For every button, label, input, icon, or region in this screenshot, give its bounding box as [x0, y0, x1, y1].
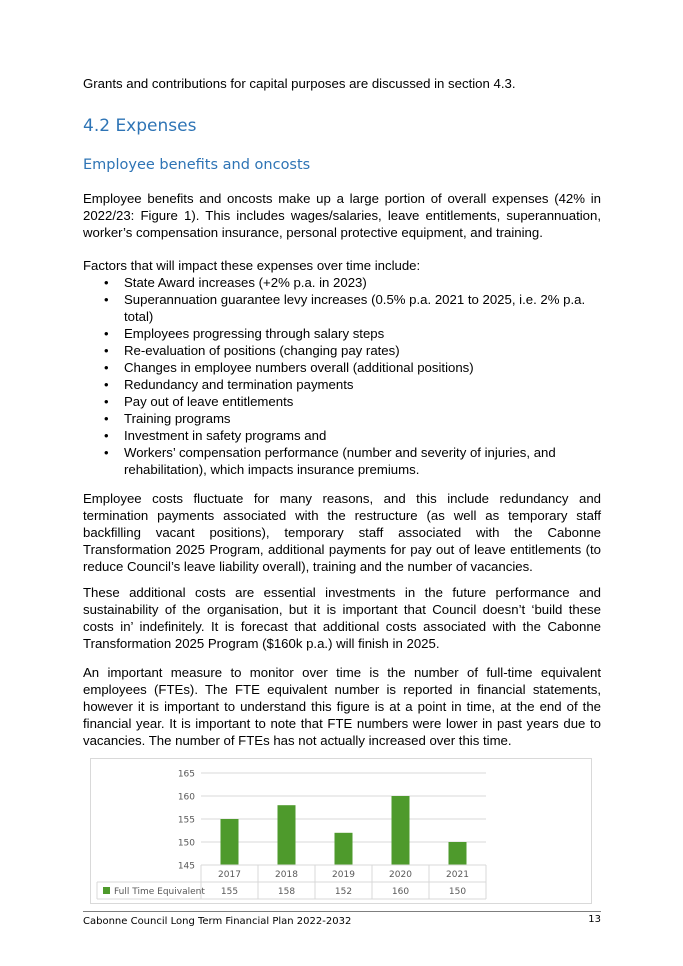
- bullet-icon: •: [104, 428, 109, 443]
- data-label: 158: [277, 887, 296, 897]
- paragraph-employee-benefits: Employee benefits and oncosts make up a large portion of overall expenses (42% in 2022/23: Figure 1). This includes wages/salaries, leave entitlements, superannuation, worker’s compensation insurance, personal protective equipment, and training.: [83, 191, 601, 240]
- x-tick-label: 2020: [389, 870, 412, 880]
- bar-2021: [449, 842, 467, 865]
- y-tick-label: 155: [177, 815, 195, 826]
- list-item: • Changes in employee numbers overall (additional positions): [104, 360, 474, 375]
- data-label: 150: [448, 887, 467, 897]
- list-item: • Superannuation guarantee levy increases (0.5% p.a. 2021 to 2025, i.e. 2% p.a. total): [104, 292, 586, 324]
- data-label: 152: [334, 887, 353, 897]
- y-tick-label: 165: [177, 769, 195, 780]
- bullet-icon: •: [104, 394, 109, 409]
- bar-2019: [335, 833, 353, 865]
- bullet-icon: •: [104, 343, 109, 358]
- bullet-icon: •: [104, 411, 109, 426]
- bar-2018: [278, 805, 296, 865]
- bar-2020: [392, 796, 410, 865]
- data-label: 155: [220, 887, 239, 897]
- footer-title: Cabonne Council Long Term Financial Plan 2022-2032: [83, 916, 352, 927]
- list-item: • State Award increases (+2% p.a. in 2023): [104, 275, 367, 290]
- x-tick-label: 2019: [332, 870, 355, 880]
- list-item: • Training programs: [104, 411, 231, 426]
- x-tick-label: 2021: [446, 870, 469, 880]
- bar-2017: [221, 819, 239, 865]
- list-item: • Re-evaluation of positions (changing pay rates): [104, 343, 400, 358]
- list-item: • Redundancy and termination payments: [104, 377, 354, 392]
- legend-label: Full Time Equivalent: [114, 887, 205, 897]
- data-label: 160: [391, 887, 410, 897]
- list-item: • Pay out of leave entitlements: [104, 394, 294, 409]
- list-item: • Workers’ compensation performance (number and severity of injuries, and rehabilitation), which impacts insurance premiums.: [104, 445, 556, 477]
- x-tick-label: 2018: [275, 870, 298, 880]
- paragraph-fte-measure: An important measure to monitor over time is the number of full-time equivalent employees (FTEs). The FTE equivalent number is reported in financial statements, however it is important to understand this figure is at a point in time, at the end of the financial year. It is important to note that FTE numbers were lower in past years due to vacancies. The number of FTEs has not actually increased over this time.: [83, 665, 601, 748]
- list-item: • Employees progressing through salary steps: [104, 326, 385, 341]
- list-item: • Investment in safety programs and: [104, 428, 327, 443]
- y-tick-label: 150: [177, 838, 195, 849]
- legend-swatch: [103, 887, 110, 894]
- y-tick-label: 160: [177, 792, 195, 803]
- factors-intro: Factors that will impact these expenses over time include:: [83, 258, 421, 273]
- paragraph-additional-costs: These additional costs are essential investments in the future performance and sustainability of the organisation, but it is important that Council doesn’t ‘build these costs in’ indefinitely. It is forecast that additional costs associated with the Cabonne Transformation 2025 Program ($160k p.a.) will finish in 2025.: [83, 585, 601, 651]
- bullet-icon: •: [104, 292, 109, 307]
- fte-chart: [90, 758, 592, 904]
- fte-chart-svg: [91, 759, 591, 903]
- bullet-icon: •: [104, 445, 109, 460]
- subsection-heading: Employee benefits and oncosts: [83, 157, 311, 173]
- bullet-icon: •: [104, 377, 109, 392]
- page-number: 13: [588, 914, 601, 925]
- page-footer: [83, 911, 601, 928]
- bullet-icon: •: [104, 275, 109, 290]
- y-tick-label: 145: [177, 861, 195, 872]
- intro-paragraph: Grants and contributions for capital purposes are discussed in section 4.3.: [83, 76, 516, 91]
- section-heading: 4.2 Expenses: [83, 116, 197, 136]
- x-tick-label: 2017: [218, 870, 241, 880]
- paragraph-employee-costs: Employee costs fluctuate for many reasons, and this include redundancy and termination payments associated with the restructure (as well as temporary staff backfilling vacant positions), temporary staff associated with the Cabonne Transformation 2025 Program, additional payments for pay out of leave entitlements (to reduce Council’s leave liability overall), training and the number of vacancies.: [83, 491, 601, 574]
- factors-list: [83, 274, 601, 478]
- bullet-icon: •: [104, 360, 109, 375]
- bullet-icon: •: [104, 326, 109, 341]
